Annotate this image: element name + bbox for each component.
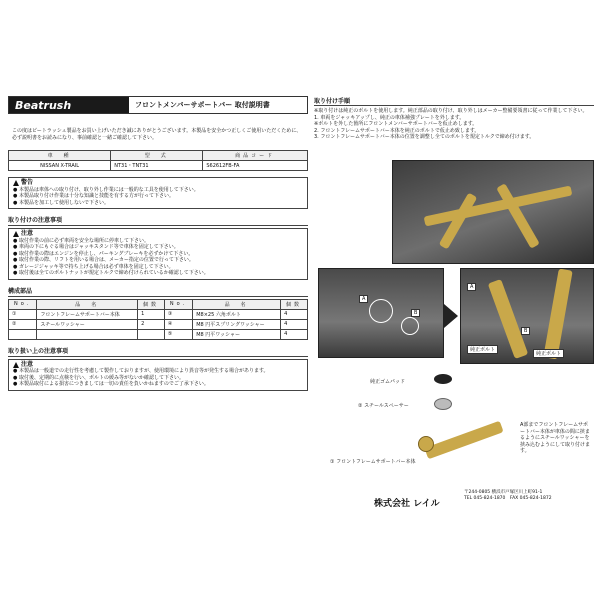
arrow-right-icon: [444, 304, 458, 328]
parts-cell: 2: [138, 319, 165, 329]
table-row: [9, 309, 308, 319]
procedure-step: 3. フロントフレームサポートバー本体の位置を調整し全てのボルトを規定トルクで締め付けます。: [314, 134, 535, 140]
parts-cell: ②: [9, 319, 37, 329]
parts-cell: ③: [164, 309, 192, 319]
warning-icon: [13, 180, 19, 186]
procedure-title: 取り付け手順: [314, 96, 594, 106]
warning-box: [8, 177, 308, 209]
intro-text: この度はビートラッシュ製品をお買い上げいただき誠にありがとうございます。本製品を安全かつ正しくご使用いただくために、必ず説明書をお読みになり、事前確認と一緒ご確認して下さい。: [12, 128, 302, 141]
procedure-step: 1. 車両をジャッキアップし、純正の車体補強プレートを外します。: [314, 114, 465, 121]
washer-label: ② スチールスペーサー: [358, 403, 409, 409]
vehicle-cell: NISSAN X-TRAIL: [9, 161, 111, 171]
parts-cell: 4: [281, 329, 308, 339]
handling-caution-box: [8, 359, 308, 391]
caution-line: ● 車両の下にもぐる場合はジャッキスタンド等で車体を固定して下さい。: [13, 244, 179, 250]
warning-line: ● 本製品を加工して使用しないで下さい。: [13, 199, 109, 206]
handling-caution-section: 取り扱い上の注意事項: [8, 346, 308, 357]
caution-title: 注意: [21, 230, 34, 237]
washer-image: [434, 398, 452, 410]
label-b: B: [521, 327, 530, 335]
install-caution-box: [8, 228, 308, 280]
parts-header: No.: [9, 299, 37, 309]
caution-line: ● 取付後は全てのボルトナットが規定トルクで締め付けられているか確認して下さい。: [13, 270, 209, 276]
parts-cell: 4: [281, 319, 308, 329]
highlight-circle: [369, 299, 393, 323]
table-row: [9, 329, 308, 339]
warning-line: ● 本製品は車体への取り付け、取り外し作業には一般的な工具を使用して下さい。: [13, 186, 199, 193]
caution-line: ● ガレージジャッキ等で持ち上げる場合は必ず車体を固定して下さい。: [13, 263, 174, 270]
rubber-pad-label: 純正ゴムパッド: [370, 379, 406, 385]
company-name: 株式会社 レイル: [374, 499, 440, 509]
caution-line: ● 取付作業の際はエンジンを停止し、パーキングブレーキを必ずかけて下さい。: [13, 250, 194, 257]
document-title: フロントメンバーサポートバー 取付説明書: [135, 101, 270, 109]
company-address: [464, 490, 552, 502]
table-row: [9, 319, 308, 329]
caution-line: ● 本製品取付による損害につきましては一切の責任を負いかねますのでご了承下さい。: [13, 381, 209, 387]
procedure-steps: [314, 108, 594, 141]
footer: [314, 488, 594, 518]
warning-line: ● 本製品取り付け作業は十分な知識と技能を有する方が行って下さい。: [13, 193, 174, 199]
model-header: 型 式: [111, 151, 203, 161]
parts-cell: [138, 329, 165, 339]
vehicle-table: [8, 150, 308, 171]
label-b: B: [411, 309, 420, 317]
highlight-circle: [401, 317, 419, 335]
code-header: 商品コード: [203, 151, 308, 161]
right-column: [314, 96, 594, 518]
brand-logo: Beatrush: [9, 97, 129, 113]
instruction-sheet: [8, 96, 592, 518]
bolt-label: 純正ボルト: [533, 349, 564, 358]
caution-line: ● 取付後、定期的に点検を行い、ボルトの緩み等がないか確認して下さい。: [13, 374, 184, 381]
parts-cell: 4: [281, 309, 308, 319]
label-a: A: [359, 295, 368, 303]
parts-cell: M8 円平ワッシャー: [193, 329, 281, 339]
model-cell: NT31・TNT31: [111, 161, 203, 171]
install-photo-overview: [392, 160, 594, 264]
parts-header: 個数: [281, 299, 308, 309]
install-caution-section: 取り付けの注意事項: [8, 215, 308, 226]
parts-cell: ⑤: [164, 329, 192, 339]
rubber-pad-image: [434, 374, 452, 384]
procedure-step: ※ボルトを外した箇所にフロントメンバーサポートバーを仮止めします。: [314, 121, 478, 127]
procedure-step: ※取り付けは純正のボルトを使用します。純正部品の取り付け、取り外しはメーカー整備要領書に従って作業して下さい。: [314, 108, 588, 114]
caution-icon: [13, 362, 19, 368]
parts-header: 品 名: [37, 299, 138, 309]
caution-line: ● 取付作業の前に必ず車両を安全な場所に停車して下さい。: [13, 237, 149, 244]
parts-cell: 1: [138, 309, 165, 319]
phone-line: TEL 045-824-1870 FAX 045-824-1872: [464, 496, 552, 501]
procedure-step: 2. フロントフレームサポートバー本体を純正のボルトで仮止め致します。: [314, 127, 480, 134]
support-bar-product-image: [424, 421, 503, 460]
caution-line: ● 本製品は一般道での走行性を考慮して製作しておりますが、使用環境により異音等が発生する場合があります。: [13, 368, 269, 374]
parts-cell: ①: [9, 309, 37, 319]
caution-icon: [13, 231, 19, 237]
parts-section: 構成部品: [8, 286, 308, 297]
install-photo-after: [460, 268, 594, 364]
bolt-label: 純正ボルト: [467, 345, 498, 354]
label-a: A: [467, 283, 476, 291]
parts-header: 個数: [138, 299, 165, 309]
parts-cell: M8 円平スプリングワッシャー: [193, 319, 281, 329]
caution-title: 注意: [21, 360, 34, 368]
parts-cell: [9, 329, 37, 339]
code-cell: S62612FB-FA: [203, 161, 308, 171]
bar-end-image: [418, 436, 434, 452]
vehicle-header: 車 種: [9, 151, 111, 161]
header-bar: [8, 96, 308, 114]
parts-cell: ④: [164, 319, 192, 329]
install-photo-before: [318, 268, 444, 358]
parts-header: No.: [164, 299, 192, 309]
support-bar-image: [543, 268, 572, 359]
warning-title: 警告: [21, 179, 34, 186]
parts-header: 品 名: [193, 299, 281, 309]
parts-cell: M8×25 六角ボルト: [193, 309, 281, 319]
parts-cell: フロントフレームサポートバー本体: [37, 309, 138, 319]
parts-cell: スチールワッシャー: [37, 319, 138, 329]
parts-table: [8, 299, 308, 340]
caution-line: ● 取付作業の際、リフトを用いる場合は、メーカー指定の位置で行って下さい。: [13, 257, 194, 263]
parts-cell: [37, 329, 138, 339]
install-note: A部までフロントフレームサポートバー本体が車体の間に挟まるようにスチールワッシャーを挟み込むようにして取り付けます。: [520, 422, 591, 454]
address-line: 〒244-0805 横浜市戸塚区川上町91-1: [464, 490, 543, 495]
left-column: [8, 96, 308, 518]
body-label: ① フロントフレームサポートバー本体: [330, 459, 416, 465]
